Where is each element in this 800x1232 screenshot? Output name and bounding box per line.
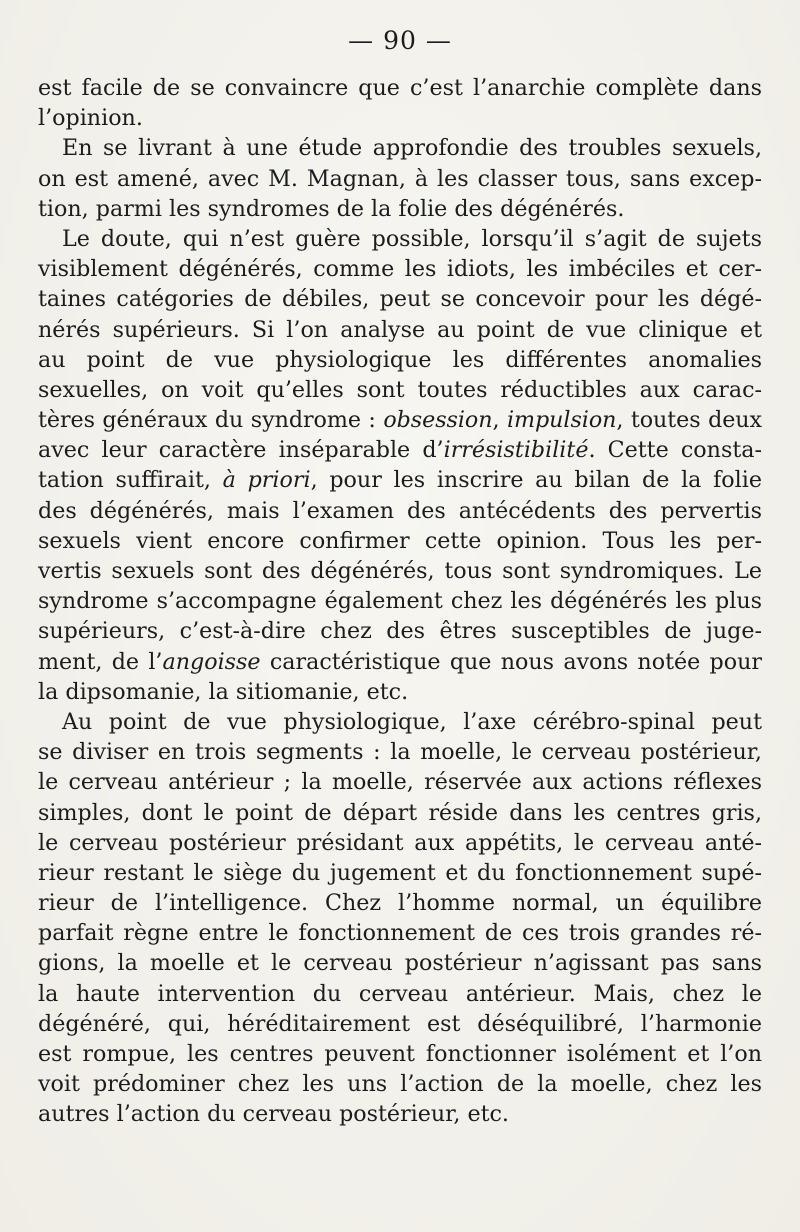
text-line: des dégénérés, mais l’examen des antécédents des pervertis (38, 497, 762, 524)
text-line: gions, la moelle et le cerveau postérieur n’agissant pas sans (38, 950, 762, 977)
paragraph (38, 707, 762, 1130)
text-line: taines catégories de débiles, peut se concevoir pour les dégé- (38, 286, 762, 313)
text-line: l’opinion. (38, 105, 143, 132)
text-line: rieur de l’intelligence. Chez l’homme normal, un équilibre (38, 890, 762, 917)
line-segment: caractéristique que nous avons notée pour (260, 648, 762, 675)
line-segment: tères généraux du syndrome : (38, 407, 384, 434)
text-line: syndrome s’accompagne également chez les dégénérés les plus (38, 588, 762, 615)
text-line: dégénéré, qui, héréditairement est déséquilibré, l’harmonie (38, 1010, 762, 1037)
text-line: la haute intervention du cerveau antérieur. Mais, chez le (38, 980, 762, 1007)
text-line: sexuels vient encore confirmer cette opinion. Tous les per- (38, 527, 762, 554)
text-line: Le doute, qui n’est guère possible, lorsqu’il s’agit de sujets (62, 225, 762, 252)
paragraph (38, 133, 762, 224)
text-line: En se livrant à une étude approfondie des troubles sexuels, (62, 135, 762, 162)
line-segment: , toutes deux (616, 407, 763, 434)
emphasis-obsession: obsession (383, 407, 493, 434)
emphasis-impulsion: impulsion (506, 407, 617, 434)
text-line: se diviser en trois segments : la moelle, le cerveau postérieur, (38, 739, 762, 766)
text-line (38, 435, 762, 465)
emphasis-irresistibilite: irrésistibilité (443, 437, 589, 464)
text-line: tion, parmi les syndromes de la folie des dégénérés. (38, 195, 625, 222)
text-line: vertis sexuels sont des dégénérés, tous sont syndromiques. Le (38, 558, 762, 584)
text-line: est facile de se convaincre que c’est l’anarchie complète dans (38, 75, 762, 101)
text-line (38, 647, 762, 677)
text-line: voit prédominer chez les uns l’action de la moelle, chez les (38, 1071, 762, 1098)
text-line: visiblement dégénérés, comme les idiots, les imbéciles et cer- (38, 256, 762, 283)
page-number: — 90 — (348, 26, 452, 55)
text-line: le cerveau antérieur ; la moelle, réservée aux actions réflexes (38, 769, 762, 796)
text-line: nérés supérieurs. Si l’on analyse au point de vue clinique et (38, 316, 762, 343)
line-segment: , pour les inscrire au bilan de la folie (310, 467, 762, 494)
text-line (38, 405, 762, 435)
line-segment: , (492, 407, 507, 434)
text-line: on est amené, avec M. Magnan, à les classer tous, sans excep- (38, 165, 762, 192)
line-segment: ment, de l’ (38, 648, 163, 675)
text-line: sexuelles, on voit qu’elles sont toutes réductibles aux carac- (38, 376, 762, 403)
text-line: autres l’action du cerveau postérieur, etc. (38, 1101, 509, 1128)
line-segment: . Cette consta- (588, 437, 762, 464)
text-line: supérieurs, c’est-à-dire chez des êtres susceptibles de juge- (38, 618, 762, 645)
text-line: parfait règne entre le fonctionnement de ces trois grandes ré- (38, 920, 762, 947)
text-line: est rompue, les centres peuvent fonctionner isolément et l’on (38, 1041, 762, 1067)
text-line: au point de vue physiologique les différentes anomalies (38, 346, 762, 373)
body-text (38, 73, 762, 1130)
paragraph (38, 224, 762, 707)
text-line: rieur restant le siège du jugement et du fonctionnement supé- (38, 859, 762, 886)
text-line (38, 465, 762, 495)
text-line: Au point de vue physiologique, l’axe cérébro-spinal peut (62, 708, 762, 735)
emphasis-a-priori: à priori (222, 467, 311, 494)
line-segment: avec leur caractère inséparable d’ (38, 437, 444, 464)
line-segment: tation suffirait, (38, 467, 223, 494)
paragraph (38, 73, 762, 133)
text-line: le cerveau postérieur présidant aux appétits, le cerveau anté- (38, 829, 762, 856)
text-line: la dipsomanie, la sitiomanie, etc. (38, 678, 409, 705)
text-line: simples, dont le point de départ réside dans les centres gris, (38, 799, 762, 826)
emphasis-angoisse: angoisse (162, 648, 261, 675)
